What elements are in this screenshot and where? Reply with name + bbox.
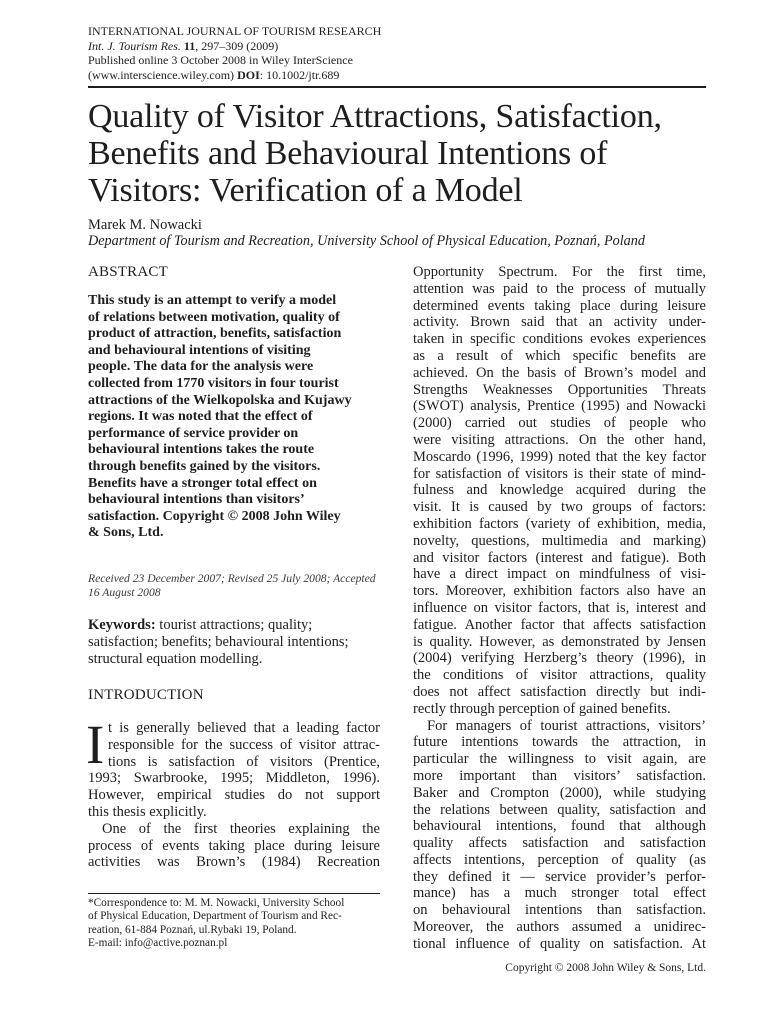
intro-line: tions is satisfaction of visitors (Prentice, — [108, 753, 380, 770]
abstract-heading: ABSTRACT — [88, 264, 168, 280]
published-line: Published online 3 October 2008 in Wiley InterScience — [88, 53, 353, 68]
body-line: Opportunity Spectrum. For the first time, — [413, 264, 706, 280]
journal-name: INTERNATIONAL JOURNAL OF TOURISM RESEARCH — [88, 24, 382, 38]
body-line: (2000) carried out studies of people who — [413, 415, 706, 432]
abstract-line: attractions of the Wielkopolska and Kujawy — [88, 392, 352, 408]
journal-header — [88, 24, 708, 82]
page-copyright: Copyright © 2008 John Wiley & Sons, Ltd. — [505, 962, 706, 974]
correspondence-footnote — [88, 897, 380, 950]
keywords-line — [88, 617, 380, 634]
body-line: novelty, questions, multimedia and marking) — [413, 532, 706, 549]
keywords-label: Keywords: — [88, 617, 156, 634]
citation-pages-year: , 297–309 (2009) — [195, 38, 279, 53]
body-line: exhibition factors (variety of exhibition, media, — [413, 515, 706, 532]
introduction-paragraph — [86, 714, 380, 871]
doi-value: : 10.1002/jtr.689 — [259, 67, 340, 82]
footnote-line: *Correspondence to: M. M. Nowacki, University School — [88, 897, 345, 909]
body-line: Moreover, the authors assumed a unidirec- — [413, 919, 706, 936]
keywords-block — [88, 617, 380, 668]
title-line: Quality of Visitor Attractions, Satisfaction, — [88, 98, 662, 135]
body-line: (SWOT) analysis, Prentice (1995) and Nowacki — [413, 398, 706, 415]
article-title — [88, 98, 728, 209]
keywords-line: satisfaction; benefits; behavioural intentions; — [88, 634, 349, 651]
doi-label: DOI — [237, 67, 260, 82]
body-line: influence on visitor factors, that is, interest and — [413, 599, 706, 616]
intro-line: activities was Brown’s (1984) Recreation — [88, 854, 380, 871]
abstract-line: Benefits have a stronger total effect on — [88, 475, 317, 491]
abstract-line: through benefits gained by the visitors. — [88, 458, 321, 474]
intro-line: 1993; Swarbrooke, 1995; Middleton, 1996). — [88, 770, 380, 787]
body-line: more important than visitors’ satisfaction. — [413, 767, 706, 784]
intro-line: One of the first theories explaining the — [102, 820, 380, 837]
abstract-line: people. The data for the analysis were — [88, 359, 314, 375]
footnote-line: reation, 61-884 Poznań, ul.Rybaki 19, Poland. — [88, 923, 297, 936]
body-line: behavioural intentions, found that although — [413, 818, 706, 835]
citation-journal-abbrev: Int. J. Tourism Res. — [88, 38, 181, 53]
intro-line: this thesis explicitly. — [88, 804, 207, 821]
abstract-line: & Sons, Ltd. — [88, 525, 164, 541]
body-line: the relations between quality, satisfaction and — [413, 801, 706, 818]
header-rule — [88, 86, 706, 88]
body-line: they defined it — service provider’s perfor- — [413, 868, 706, 885]
body-line: mance) has a much stronger total effect — [413, 885, 706, 902]
keywords-text: tourist attractions; quality; — [155, 617, 313, 634]
doi-line — [88, 68, 708, 83]
abstract-line: satisfaction. Copyright © 2008 John Wiley — [88, 508, 341, 524]
intro-line: process of events taking place during leisure — [88, 837, 380, 854]
abstract-body — [88, 293, 380, 542]
body-line: is quality. However, as demonstrated by Jensen — [413, 633, 706, 650]
abstract-line: and behavioural intentions of visiting — [88, 342, 311, 358]
footnote-rule — [88, 893, 380, 894]
body-line: future intentions towards the attraction, in — [413, 734, 706, 751]
footnote-line: E-mail: info@active.poznan.pl — [88, 936, 228, 949]
abstract-line: This study is an attempt to verify a model — [88, 293, 337, 308]
title-line: Visitors: Verification of a Model — [88, 172, 523, 209]
body-line: For managers of tourist attractions, visitors’ — [427, 717, 706, 734]
abstract-line: behavioural intentions than visitors’ — [88, 492, 305, 508]
abstract-line: behavioural intentions takes the route — [88, 442, 315, 458]
received-line: Received 23 December 2007; Revised 25 July 2008; Accepted — [88, 571, 376, 585]
received-dates — [88, 572, 380, 599]
body-line: determined events taking place during leisure — [413, 297, 706, 314]
body-line: tors. Moreover, exhibition factors also have an — [413, 583, 706, 600]
body-line: Moscardo (1996, 1999) noted that the key factor — [413, 448, 706, 465]
abstract-line: of relations between motivation, quality of — [88, 309, 340, 325]
body-line: (2004) verifying Herzberg’s theory (1996), in — [413, 650, 706, 667]
citation-volume: 11 — [183, 38, 196, 53]
body-line: for satisfaction of visitors is their state of mind- — [413, 465, 706, 482]
body-line: the conditions of visitor attractions, quality — [413, 667, 706, 684]
body-line: does not affect satisfaction directly but indi- — [413, 683, 706, 700]
left-column — [88, 264, 380, 871]
body-line: visit. It is caused by two groups of factors: — [413, 499, 706, 516]
abstract-line: product of attraction, benefits, satisfaction — [88, 326, 342, 342]
body-line: achieved. On the basis of Brown’s model and — [413, 364, 706, 381]
title-line: Benefits and Behavioural Intentions of — [88, 135, 608, 172]
body-line: fatigue. Another factor that affects satisfaction — [413, 616, 706, 633]
body-line: taken in specific conditions evokes experiences — [413, 331, 706, 348]
body-line: affects intentions, perception of quality (as — [413, 851, 706, 868]
author-affiliation: Department of Tourism and Recreation, University School of Physical Education, Poznań, Poland — [88, 233, 645, 249]
introduction-heading: INTRODUCTION — [88, 687, 204, 704]
body-line: attention was paid to the process of mutually — [413, 280, 706, 297]
body-line: Baker and Crompton (2000), while studying — [413, 784, 706, 801]
body-line: tional influence of quality on satisfaction. At — [413, 935, 706, 952]
body-line: rectly through perception of gained benefits. — [413, 700, 671, 717]
body-line: and visitor factors (interest and fatigue). Both — [413, 549, 706, 566]
abstract-line: performance of service provider on — [88, 425, 299, 441]
intro-line: However, empirical studies do not support — [88, 787, 380, 804]
citation-line — [88, 39, 708, 54]
body-line: Strengths Weaknesses Opportunities Threats — [413, 381, 706, 398]
drop-cap: I — [86, 714, 105, 776]
body-line: on behavioural intentions than satisfaction. — [413, 902, 706, 919]
body-line: were visiting attractions. On the other hand, — [413, 431, 706, 448]
body-line: particular the willingness to visit again, are — [413, 751, 706, 768]
intro-line: t is generally believed that a leading factor — [108, 720, 380, 737]
body-line: activity. Brown said that an activity under- — [413, 314, 706, 331]
received-line: 16 August 2008 — [88, 585, 161, 599]
body-line: as a result of which specific benefits are — [413, 347, 706, 364]
body-line: quality affects satisfaction and satisfaction — [413, 835, 706, 852]
footnote-line: of Physical Education, Department of Tourism and Rec- — [88, 910, 342, 923]
site-url: (www.interscience.wiley.com) — [88, 67, 235, 82]
body-line: have a direct impact on mindfulness of visi- — [413, 566, 706, 583]
keywords-line: structural equation modelling. — [88, 651, 263, 668]
intro-line: responsible for the success of visitor attrac- — [108, 736, 380, 753]
right-column — [413, 264, 706, 953]
abstract-line: collected from 1770 visitors in four tourist — [88, 375, 339, 391]
abstract-line: regions. It was noted that the effect of — [88, 409, 313, 425]
author-name: Marek M. Nowacki — [88, 217, 202, 233]
body-line: fulness and knowledge acquired during the — [413, 482, 706, 499]
